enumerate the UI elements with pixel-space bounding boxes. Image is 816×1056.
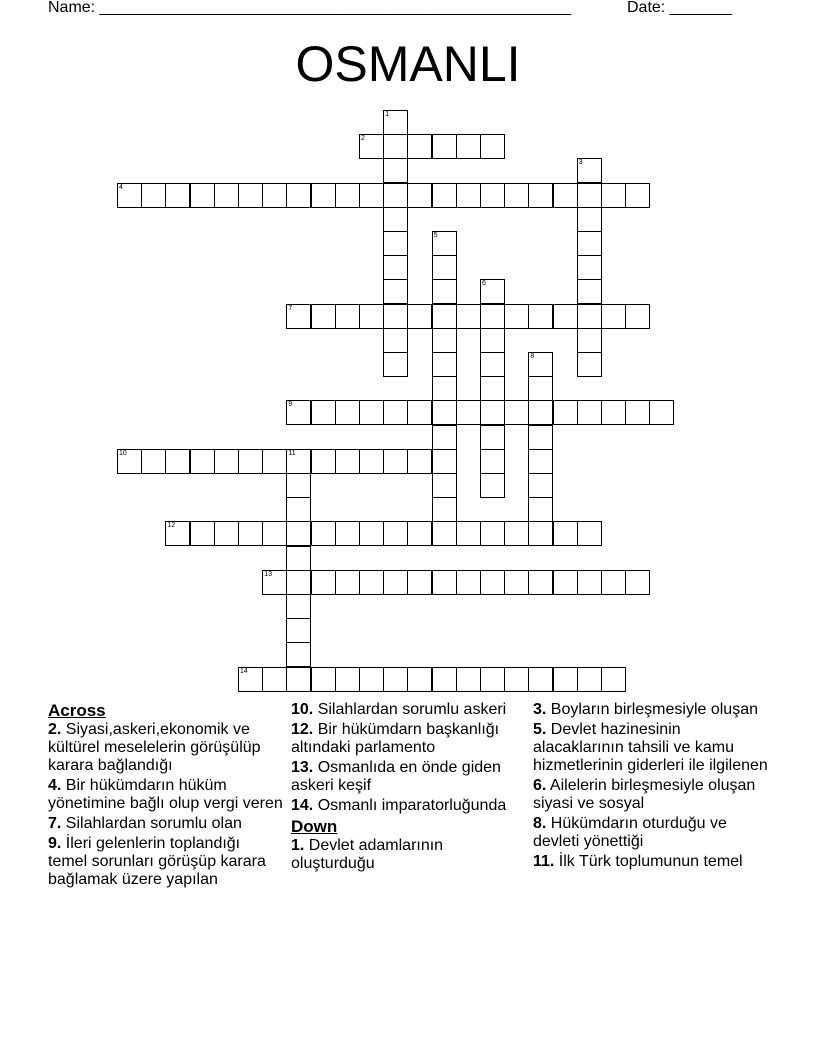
clue-text: Osmanlı imparatorluğunda [313,797,507,814]
grid-cell[interactable] [335,304,360,329]
grid-cell[interactable] [625,570,650,595]
grid-cell[interactable] [311,667,336,692]
grid-cell[interactable] [165,449,190,474]
clue-text: Osmanlıda en önde giden askeri keşif [291,759,501,794]
cell-number: 3 [578,159,583,167]
grid-cell[interactable] [311,570,336,595]
clue-number: 1. [291,837,305,854]
grid-cell[interactable] [577,183,602,208]
grid-cell[interactable] [190,449,215,474]
grid-cell[interactable] [480,400,505,425]
cell-number: 11 [288,449,296,457]
grid-cell[interactable] [432,570,457,595]
grid-cell[interactable] [286,304,311,329]
grid-cell[interactable] [480,570,505,595]
grid-cell[interactable] [286,618,311,643]
grid-cell[interactable] [359,400,384,425]
clue-across-9 [48,835,283,889]
clue-across-2 [48,721,283,775]
grid-cell[interactable] [480,449,505,474]
cell-number: 1 [385,111,390,118]
grid-cell[interactable] [407,400,432,425]
grid-cell[interactable] [262,521,287,546]
clue-across-13 [291,759,523,795]
clue-down-6 [533,777,773,813]
grid-cell[interactable] [117,449,142,474]
grid-cell[interactable] [601,304,626,329]
grid-cell[interactable] [480,134,505,159]
grid-cell[interactable] [504,183,529,208]
grid-cell[interactable] [286,594,311,619]
grid-cell[interactable] [359,521,384,546]
grid-cell[interactable] [383,352,408,377]
grid-cell[interactable] [456,134,481,159]
grid-cell[interactable] [383,279,408,304]
cell-number: 4 [119,183,123,191]
clue-number: 7. [48,815,62,832]
grid-cell[interactable] [432,473,457,498]
grid-cell[interactable] [649,400,674,425]
grid-cell[interactable] [335,570,360,595]
grid-cell[interactable] [383,449,408,474]
clues-column-3 [533,701,773,873]
grid-cell[interactable] [432,134,457,159]
cell-number: 13 [264,570,272,578]
grid-cell[interactable] [407,449,432,474]
grid-cell[interactable] [214,183,239,208]
clue-number: 10. [291,701,314,718]
grid-cell[interactable] [165,521,190,546]
grid-cell[interactable] [528,473,553,498]
grid-cell[interactable] [383,255,408,280]
clue-down-1 [291,837,523,873]
grid-cell[interactable] [335,183,360,208]
grid-cell[interactable] [383,183,408,208]
grid-cell[interactable] [335,400,360,425]
grid-cell[interactable] [480,304,505,329]
grid-cell[interactable] [432,667,457,692]
grid-cell[interactable] [601,667,626,692]
grid-cell[interactable] [238,183,263,208]
grid-cell[interactable] [456,667,481,692]
cell-number: 2 [361,135,365,143]
clue-text: İleri gelenlerin toplandığı temel sorunları görüşüp karara bağlamak üzere yapılan [48,835,266,888]
grid-cell[interactable] [456,570,481,595]
grid-cell[interactable] [407,304,432,329]
grid-cell[interactable] [238,667,263,692]
grid-cell[interactable] [625,400,650,425]
clue-number: 2. [48,721,62,738]
grid-cell[interactable] [359,449,384,474]
clue-text: Ailelerin birleşmesiyle oluşan siyasi ve sosyal [533,777,756,812]
grid-cell[interactable] [383,158,408,183]
grid-cell[interactable] [383,134,408,159]
grid-cell[interactable] [335,667,360,692]
grid-cell[interactable] [528,304,553,329]
grid-cell[interactable] [432,183,457,208]
grid-cell[interactable] [577,304,602,329]
clues-column-2 [291,701,523,875]
clue-text: Devlet hazinesinin alacaklarının tahsili ve kamu hizmetlerinin giderleri ile ilgilenen [533,721,768,774]
grid-cell[interactable] [528,497,553,522]
grid-cell[interactable] [286,570,311,595]
grid-cell[interactable] [311,304,336,329]
grid-cell[interactable] [577,521,602,546]
grid-cell[interactable] [383,400,408,425]
grid-cell[interactable] [601,183,626,208]
grid-cell[interactable] [407,134,432,159]
grid-cell[interactable] [432,328,457,353]
clue-number: 9. [48,835,62,852]
grid-cell[interactable] [456,304,481,329]
grid-cell[interactable] [359,304,384,329]
grid-cell[interactable] [480,328,505,353]
grid-cell[interactable] [480,279,505,304]
grid-cell[interactable] [359,667,384,692]
grid-cell[interactable] [528,667,553,692]
grid-cell[interactable] [432,231,457,256]
grid-cell[interactable] [577,570,602,595]
grid-cell[interactable] [528,376,553,401]
grid-cell[interactable] [190,183,215,208]
grid-cell[interactable] [141,449,166,474]
grid-cell[interactable] [286,400,311,425]
grid-cell[interactable] [480,521,505,546]
cell-number: 6 [482,280,486,288]
clue-text: Boyların birleşmesiyle oluşan [546,701,758,718]
grid-cell[interactable] [553,304,578,329]
grid-cell[interactable] [432,400,457,425]
grid-cell[interactable] [432,352,457,377]
grid-cell[interactable] [504,521,529,546]
grid-cell[interactable] [577,400,602,425]
grid-cell[interactable] [504,304,529,329]
grid-cell[interactable] [553,667,578,692]
grid-cell[interactable] [383,570,408,595]
grid-cell[interactable] [432,449,457,474]
clue-number: 6. [533,777,547,794]
down-heading: Down [291,817,338,836]
grid-cell[interactable] [553,183,578,208]
clue-text: Silahlardan sorumlu askeri [313,701,507,718]
grid-cell[interactable] [504,400,529,425]
cell-number: 7 [288,304,293,312]
grid-cell[interactable] [577,279,602,304]
grid-cell[interactable] [432,304,457,329]
clue-number: 11. [533,853,555,870]
grid-cell[interactable] [286,449,311,474]
grid-cell[interactable] [311,183,336,208]
grid-cell[interactable] [480,183,505,208]
clue-number: 5. [533,721,547,738]
grid-cell[interactable] [407,570,432,595]
clue-number: 13. [291,759,314,776]
cell-number: 14 [240,667,248,675]
grid-cell[interactable] [504,667,529,692]
grid-cell[interactable] [383,207,408,232]
clue-across-14 [291,797,523,815]
clue-down-8 [533,815,773,851]
grid-cell[interactable] [528,570,553,595]
grid-cell[interactable] [553,521,578,546]
grid-cell[interactable] [528,449,553,474]
grid-cell[interactable] [528,521,553,546]
grid-cell[interactable] [480,667,505,692]
grid-cell[interactable] [117,183,142,208]
grid-cell[interactable] [286,473,311,498]
across-heading: Across [48,701,106,720]
grid-cell[interactable] [528,425,553,450]
grid-cell[interactable] [601,400,626,425]
grid-cell[interactable] [432,521,457,546]
grid-cell[interactable] [359,570,384,595]
grid-cell[interactable] [577,231,602,256]
page-title: OSMANLI [295,36,521,92]
grid-cell[interactable] [480,352,505,377]
grid-cell[interactable] [165,183,190,208]
grid-cell[interactable] [432,255,457,280]
grid-cell[interactable] [311,400,336,425]
clues-column-1 [48,701,283,891]
grid-cell[interactable] [238,449,263,474]
cell-number: 8 [530,353,535,360]
clue-text: İlk Türk toplumunun temel [554,853,743,870]
grid-cell[interactable] [286,642,311,667]
grid-cell[interactable] [359,183,384,208]
clue-number: 3. [533,701,547,718]
grid-cell[interactable] [286,497,311,522]
clue-text: Hükümdarın oturduğu ve devleti yönettiği [533,815,727,850]
grid-cell[interactable] [456,183,481,208]
grid-cell[interactable] [238,521,263,546]
date-field-label: Date: _______ [627,0,732,16]
name-field-label: Name: _____________________________________________________ [48,0,572,16]
grid-cell[interactable] [601,570,626,595]
grid-cell[interactable] [286,667,311,692]
grid-cell[interactable] [480,473,505,498]
grid-cell[interactable] [214,521,239,546]
clue-text: Bir hükümdarn başkanlığı altındaki parlamento [291,721,500,756]
grid-cell[interactable] [262,183,287,208]
grid-cell[interactable] [286,546,311,571]
clue-number: 14. [291,797,314,814]
grid-cell[interactable] [335,521,360,546]
grid-cell[interactable] [141,183,166,208]
clue-number: 8. [533,815,547,832]
clue-text: Siyasi,askeri,ekonomik ve kültürel meselelerin görüşülüp karara bağlandığı [48,721,261,774]
cell-number: 10 [119,449,127,457]
cell-number: 9 [288,401,293,409]
grid-cell[interactable] [528,183,553,208]
grid-cell[interactable] [528,352,553,377]
grid-cell[interactable] [577,328,602,353]
grid-cell[interactable] [577,352,602,377]
clue-across-12 [291,721,523,757]
grid-cell[interactable] [407,183,432,208]
grid-cell[interactable] [383,304,408,329]
grid-cell[interactable] [553,570,578,595]
grid-cell[interactable] [528,400,553,425]
grid-cell[interactable] [432,497,457,522]
grid-cell[interactable] [553,400,578,425]
cell-number: 5 [433,232,438,239]
grid-cell[interactable] [383,231,408,256]
grid-cell[interactable] [625,183,650,208]
grid-cell[interactable] [432,376,457,401]
grid-cell[interactable] [480,425,505,450]
grid-cell[interactable] [577,158,602,183]
clue-down-3 [533,701,773,719]
grid-cell[interactable] [383,667,408,692]
grid-cell[interactable] [432,279,457,304]
clue-number: 12. [291,721,314,738]
grid-cell[interactable] [286,521,311,546]
clue-down-11 [533,853,773,871]
grid-cell[interactable] [383,110,408,135]
clue-down-5 [533,721,773,775]
clue-text: Devlet adamlarının oluşturduğu [291,837,444,872]
clue-text: Bir hükümdarın hüküm yönetimine bağlı olup vergi veren [48,777,283,812]
grid-cell[interactable] [383,328,408,353]
grid-cell[interactable] [407,667,432,692]
grid-cell[interactable] [480,376,505,401]
grid-cell[interactable] [286,183,311,208]
grid-cell[interactable] [407,521,432,546]
grid-cell[interactable] [262,449,287,474]
grid-cell[interactable] [335,449,360,474]
grid-cell[interactable] [359,134,384,159]
grid-cell[interactable] [432,425,457,450]
grid-cell[interactable] [383,521,408,546]
cell-number: 12 [167,522,176,530]
grid-cell[interactable] [262,667,287,692]
clue-across-10 [291,701,523,719]
grid-cell[interactable] [190,521,215,546]
grid-cell[interactable] [577,255,602,280]
clue-text: Silahlardan sorumlu olan [61,815,242,832]
grid-cell[interactable] [311,449,336,474]
grid-cell[interactable] [577,667,602,692]
grid-cell[interactable] [577,207,602,232]
clue-number: 4. [48,777,62,794]
grid-cell[interactable] [214,449,239,474]
grid-cell[interactable] [625,304,650,329]
grid-cell[interactable] [504,570,529,595]
clue-across-4 [48,777,283,813]
grid-cell[interactable] [456,400,481,425]
grid-cell[interactable] [262,570,287,595]
grid-cell[interactable] [456,521,481,546]
clue-across-7 [48,815,283,833]
grid-cell[interactable] [311,521,336,546]
